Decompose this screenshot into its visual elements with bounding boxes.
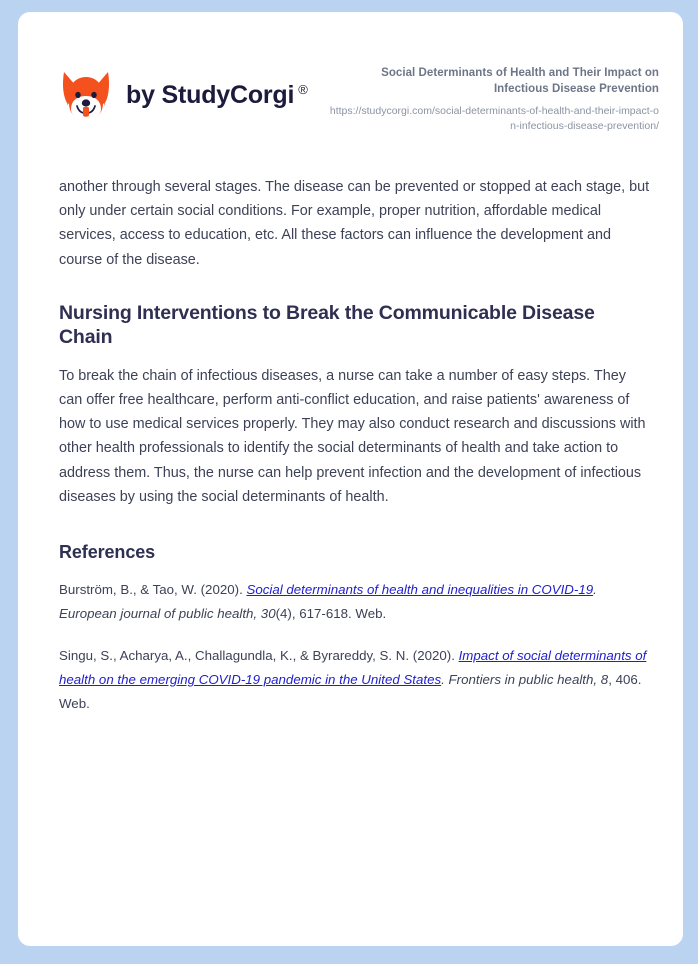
- brand-logo[interactable]: [60, 70, 308, 120]
- header-meta: [329, 66, 659, 133]
- reference-authors: Singu, S., Acharya, A., Challagundla, K., & Byrareddy, S. N. (2020).: [59, 648, 459, 664]
- reference-authors: Burström, B., & Tao, W. (2020).: [59, 582, 247, 598]
- page-header: [18, 12, 683, 152]
- document-url[interactable]: https://studycorgi.com/social-determinants-of-health-and-their-impact-on-infectious-disease-prevention/: [329, 105, 659, 132]
- document-content: [59, 175, 651, 716]
- reference-tail: , 406. Web.: [59, 672, 642, 712]
- document-page: [18, 12, 683, 946]
- section-heading: Nursing Interventions to Break the Communicable Disease Chain: [59, 301, 595, 349]
- reference-item: [59, 644, 651, 716]
- document-title: Social Determinants of Health and Their Impact on Infectious Disease Prevention: [381, 67, 659, 95]
- reference-journal-sep: .: [441, 672, 449, 688]
- reference-tail: (4), 617-618. Web.: [275, 606, 387, 622]
- reference-link[interactable]: Social determinants of health and inequalities in COVID-19: [246, 582, 594, 598]
- corgi-face-icon: [60, 70, 112, 120]
- brand-name-text: by StudyCorgi: [126, 80, 295, 109]
- section-paragraph: To break the chain of infectious diseases, a nurse can take a number of easy steps. They can offer free healthcare, perform anti-conflict education, and raise patients' awareness of how to use medical services properly. They may also conduct research and discussions with other health professionals to identify the social determinants of health and take action to address them. Thus, the nurse can help prevent infection and the development of infectious diseases by using the social determinants of health.: [59, 367, 646, 505]
- reference-journal: Frontiers in public health, 8: [448, 672, 609, 688]
- registered-trademark-icon: ®: [298, 81, 308, 97]
- reference-item: [59, 578, 651, 626]
- brand-name: [126, 81, 308, 110]
- intro-paragraph: another through several stages. The disease can be prevented or stopped at each stage, but only under certain social conditions. For example, proper nutrition, affordable medical services, access to education, etc. All these factors can influence the development and course of the disease.: [59, 179, 650, 268]
- reference-journal-sep: .: [593, 582, 597, 598]
- reference-link[interactable]: Impact of social determinants of health on the emerging COVID-19 pandemic in the United States: [59, 648, 647, 688]
- references-heading: References: [59, 542, 156, 563]
- reference-journal: European journal of public health, 30: [59, 606, 276, 622]
